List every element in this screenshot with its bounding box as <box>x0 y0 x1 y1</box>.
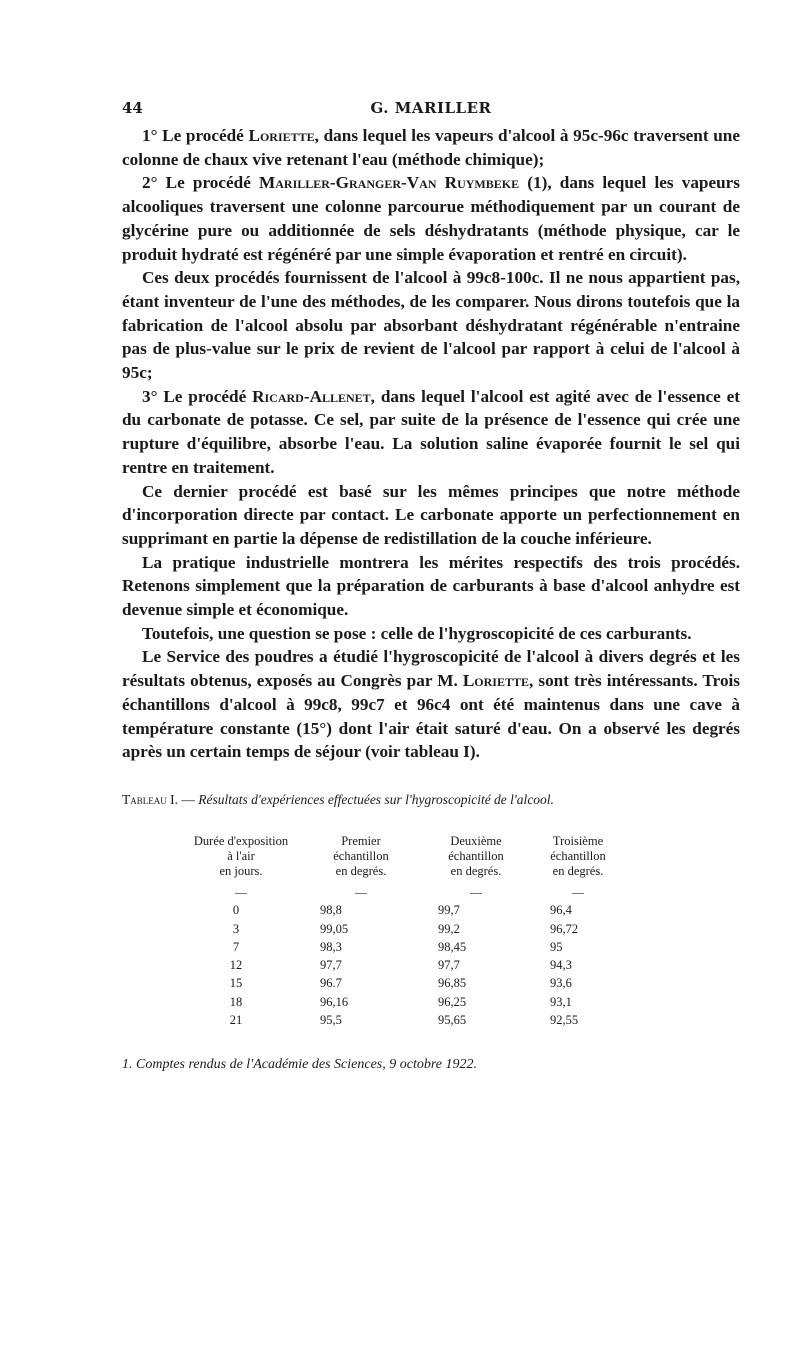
running-head: G. MARILLER <box>370 99 492 117</box>
column-header-duration <box>180 834 302 883</box>
column-header-third-sample <box>532 834 624 883</box>
cell-value: 99,2 <box>438 921 460 936</box>
paragraph <box>122 645 740 764</box>
page-header <box>122 96 740 124</box>
text: , sont très intéressants. Trois échantillons d'alcool à 99c8, 99c7 et 96c4 ont été maintenus dans une cave à température constante (15°) dont l'air était saturé d'eau. On a observé les degrés après un certain temps de séjour (voir tableau I). <box>122 671 740 762</box>
cell-value: 92,55 <box>550 1013 579 1028</box>
paragraph: Ces deux procédés fournissent de l'alcool à 99c8-100c. Il ne nous appartient pas, étant inventeur de l'une des méthodes, de les comparer. Nous dirons toutefois que la fabrication de l'alcool absolu par absorbant déshydratant régénérable n'entraine pas de plus-value sur le prix de revient de l'alcool par rapport à celui de l'alcool à 95c; <box>122 268 740 383</box>
table-row <box>180 1011 624 1029</box>
text: Le Service des poudres a étudié l'hygroscopicité de l'alcool à divers degrés et les résultats obtenus, exposés au Congrès par M. <box>122 647 740 691</box>
cell-days: 7 <box>232 939 240 954</box>
header-line: en degrés. <box>335 863 387 878</box>
header-line: à l'air <box>227 848 255 863</box>
caption-separator: — <box>178 791 199 807</box>
table-caption <box>122 792 740 808</box>
cell-value: 95,5 <box>320 1013 342 1028</box>
text: , dans lequel les vapeurs alcooliques traversent une colonne parcourue méthodiquement par un courant de glycérine pure ou additionnée de sels déshydratants (méthode physique, car le produit hydraté est régénéré par une simple évaporation et rentré en circuit). <box>122 173 740 264</box>
column-header-second-sample <box>420 834 532 883</box>
cell-value: 95,65 <box>438 1013 467 1028</box>
paragraph <box>122 171 740 266</box>
body-text <box>122 124 740 764</box>
results-table <box>180 834 624 1029</box>
dash: — <box>470 884 482 899</box>
header-line: échantillon <box>448 848 504 863</box>
cell-value: 96,16 <box>320 994 349 1009</box>
paragraph <box>122 385 740 480</box>
footnote-ref[interactable]: (1) <box>527 173 548 193</box>
table-header-row <box>180 834 624 883</box>
header-line: échantillon <box>550 848 606 863</box>
paragraph <box>122 124 740 171</box>
cell-days: 0 <box>232 903 240 918</box>
text: , dans lequel les vapeurs d'alcool à 95c-96c traversent une colonne de chaux vive retenant l'eau (méthode chimique); <box>122 126 740 169</box>
author-name: Ricard-Allenet <box>252 386 371 406</box>
header-line: Durée d'exposition <box>193 833 289 848</box>
dash: — <box>355 884 367 899</box>
text: , dans lequel l'alcool est agité avec de l'essence et du carbonate de potasse. Ce sel, par suite de la présence de l'essence qui crée une rupture d'équilibre, absorbe l'eau. La solution saline évaporée fournit le sel qui rentre en traitement. <box>122 386 740 477</box>
caption-text: Résultats d'expériences effectuées sur l'hygroscopicité de l'alcool. <box>198 791 554 807</box>
dash: — <box>235 884 247 899</box>
header-line: Deuxième <box>450 833 502 848</box>
cell-value: 93,1 <box>550 994 572 1009</box>
paragraph: Ce dernier procédé est basé sur les mêmes principes que notre méthode d'incorporation directe par contact. Le carbonate apporte un perfectionnement en supprimant en partie la dépense de redistillation de la couche inférieure. <box>122 481 740 548</box>
table-row <box>180 993 624 1011</box>
cell-value: 98,8 <box>320 903 342 918</box>
dash: — <box>572 884 584 899</box>
cell-value: 96,85 <box>438 976 467 991</box>
cell-days: 21 <box>229 1013 243 1028</box>
column-header-first-sample <box>302 834 420 883</box>
table-row <box>180 938 624 956</box>
cell-days: 15 <box>229 976 243 991</box>
table-dash-row <box>180 883 624 901</box>
cell-value: 94,3 <box>550 958 572 973</box>
table-row <box>180 920 624 938</box>
text: 2° Le procédé <box>142 173 260 193</box>
cell-value: 98,45 <box>438 939 467 954</box>
page <box>122 96 740 1073</box>
cell-days: 12 <box>229 958 243 973</box>
cell-value: 97,7 <box>438 958 460 973</box>
cell-days: 3 <box>232 921 240 936</box>
paragraph: La pratique industrielle montrera les mérites respectifs des trois procédés. Retenons simplement que la préparation de carburants à base d'alcool anhydre est devenue simple et économique. <box>122 552 740 620</box>
cell-value: 96,72 <box>550 921 579 936</box>
header-line: Premier <box>341 833 381 848</box>
page-number: 44 <box>122 99 143 117</box>
table-row <box>180 974 624 992</box>
author-name: Loriette <box>462 671 529 691</box>
cell-value: 96,25 <box>438 994 467 1009</box>
cell-value: 99,05 <box>320 921 349 936</box>
author-name: Loriette <box>248 126 315 145</box>
footnote: 1. Comptes rendus de l'Académie des Sciences, 9 octobre 1922. <box>122 1057 477 1073</box>
table-row <box>180 956 624 974</box>
text: 1° Le procédé <box>142 126 249 145</box>
cell-value: 98,3 <box>320 939 342 954</box>
cell-value: 95 <box>550 939 563 954</box>
cell-value: 96.7 <box>320 976 342 991</box>
cell-value: 97,7 <box>320 958 342 973</box>
cell-value: 96,4 <box>550 903 572 918</box>
table-row <box>180 901 624 919</box>
header-line: en degrés. <box>552 863 604 878</box>
author-name: Mariller-Granger-Van Ruymbeke <box>259 173 520 193</box>
header-line: en jours. <box>219 863 263 878</box>
cell-value: 99,7 <box>438 903 460 918</box>
header-line: Troisième <box>552 833 604 848</box>
text: 3° Le procédé <box>142 386 253 406</box>
cell-days: 18 <box>229 994 243 1009</box>
header-line: en degrés. <box>450 863 502 878</box>
table-label: Tableau I. <box>122 791 178 807</box>
header-line: échantillon <box>333 848 389 863</box>
cell-value: 93,6 <box>550 976 572 991</box>
paragraph: Toutefois, une question se pose : celle de l'hygroscopicité de ces carburants. <box>142 623 692 643</box>
